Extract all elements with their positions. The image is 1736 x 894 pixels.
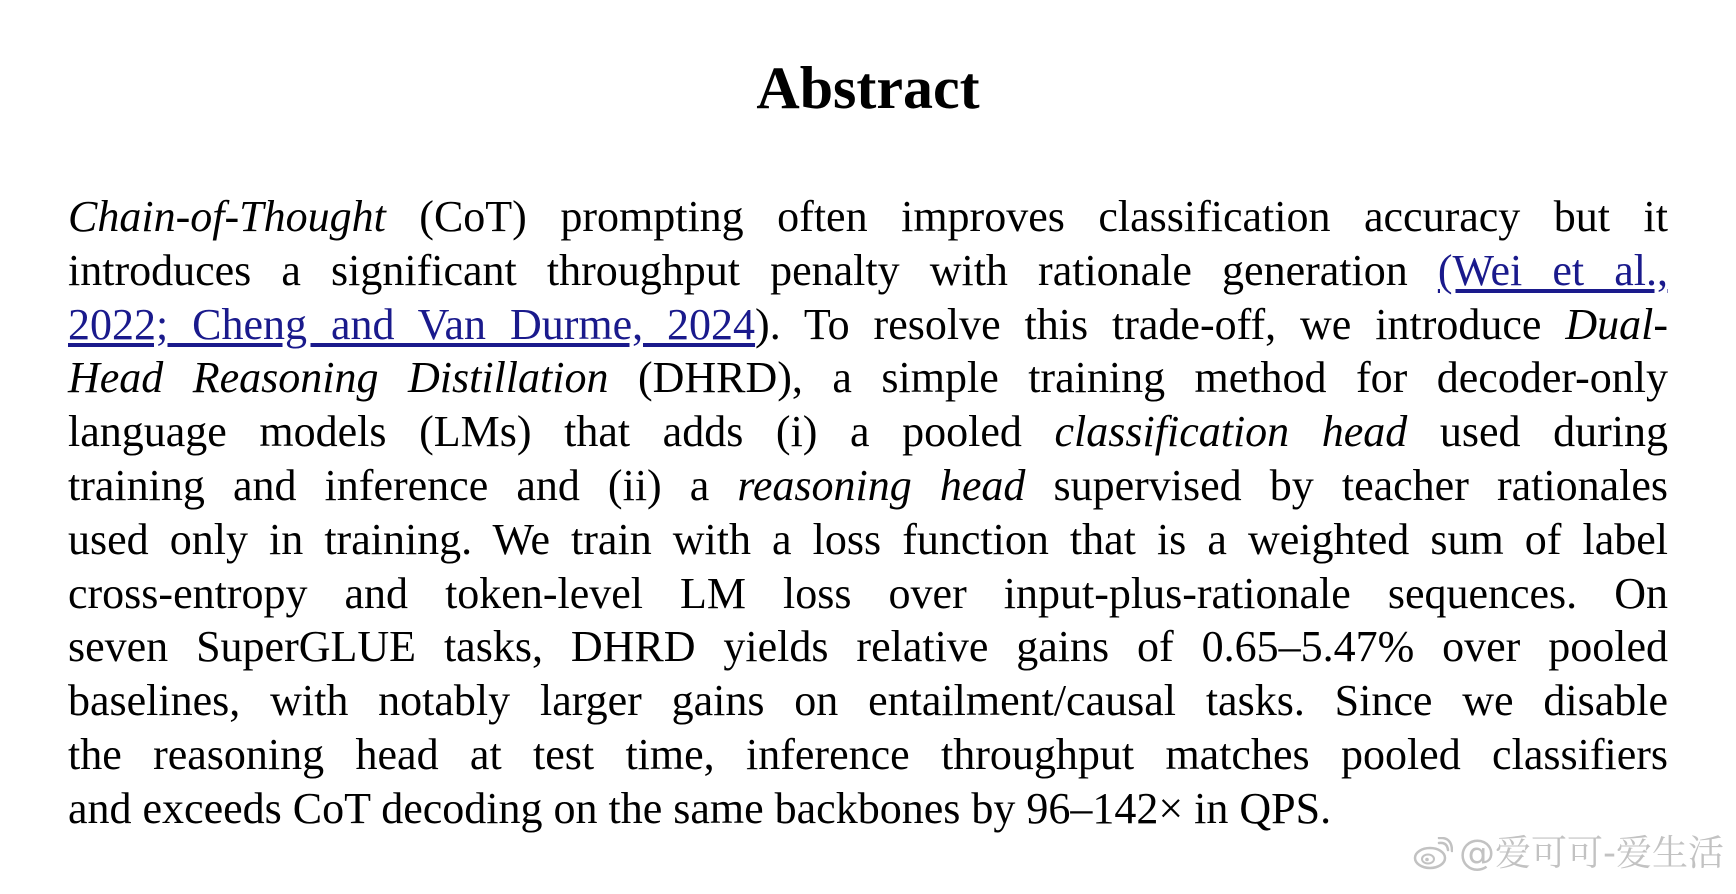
- abstract-line: [68, 728, 1668, 782]
- abstract-text: the reasoning head at test time, inference throughput matches pooled classifiers: [68, 729, 1668, 779]
- abstract-text: used only in training. We train with a loss function that is a weighted sum of label: [68, 514, 1668, 564]
- abstract-line: [68, 244, 1668, 298]
- citation-link[interactable]: 2022; Cheng and Van Durme, 2024: [68, 299, 756, 349]
- abstract-line: [68, 298, 1668, 352]
- emphasis-text: Head Reasoning Distillation: [68, 353, 609, 403]
- watermark: [1413, 834, 1724, 874]
- emphasis-text: Chain-of-Thought: [68, 192, 386, 241]
- emphasis-text: reasoning head: [737, 460, 1026, 510]
- weibo-icon: [1413, 837, 1453, 871]
- abstract-text: cross-entropy and token-level LM loss over input-plus-rationale sequences. On: [68, 568, 1668, 618]
- abstract-text: used during: [1407, 407, 1669, 457]
- citation-link[interactable]: (Wei et al.,: [1437, 245, 1668, 295]
- abstract-line: [68, 513, 1668, 567]
- abstract-text: ). To resolve this trade-off, we introduce: [755, 299, 1566, 349]
- abstract-text: and exceeds CoT decoding on the same backbones by 96–142× in QPS.: [68, 783, 1332, 833]
- emphasis-text: classification head: [1054, 407, 1408, 457]
- watermark-text: @爱可可-爱生活: [1459, 833, 1724, 874]
- abstract-line: [68, 620, 1668, 674]
- abstract-text: baselines, with notably larger gains on entailment/causal tasks. Since we disable: [68, 676, 1668, 726]
- abstract-text: introduces a significant throughput penalty with rationale generation: [68, 245, 1438, 295]
- abstract-text: seven SuperGLUE tasks, DHRD yields relative gains of 0.65–5.47% over pooled: [68, 622, 1668, 672]
- emphasis-text: Dual-: [1565, 299, 1668, 349]
- abstract-line: [68, 190, 1668, 244]
- abstract-line: [68, 459, 1668, 513]
- abstract-body: [68, 190, 1668, 836]
- abstract-text: (DHRD), a simple training method for decoder-only: [608, 353, 1668, 403]
- abstract-text: supervised by teacher rationales: [1025, 460, 1668, 510]
- abstract-title: Abstract: [756, 55, 980, 121]
- abstract-line: [68, 782, 1668, 836]
- abstract-line: [68, 674, 1668, 728]
- abstract-text: language models (LMs) that adds (i) a pooled: [68, 407, 1055, 457]
- abstract-text: (CoT) prompting often improves classification accuracy but it: [385, 192, 1668, 241]
- abstract-line: [68, 405, 1668, 459]
- abstract-text: training and inference and (ii) a: [68, 460, 738, 510]
- abstract-line: [68, 351, 1668, 405]
- abstract-line: [68, 567, 1668, 621]
